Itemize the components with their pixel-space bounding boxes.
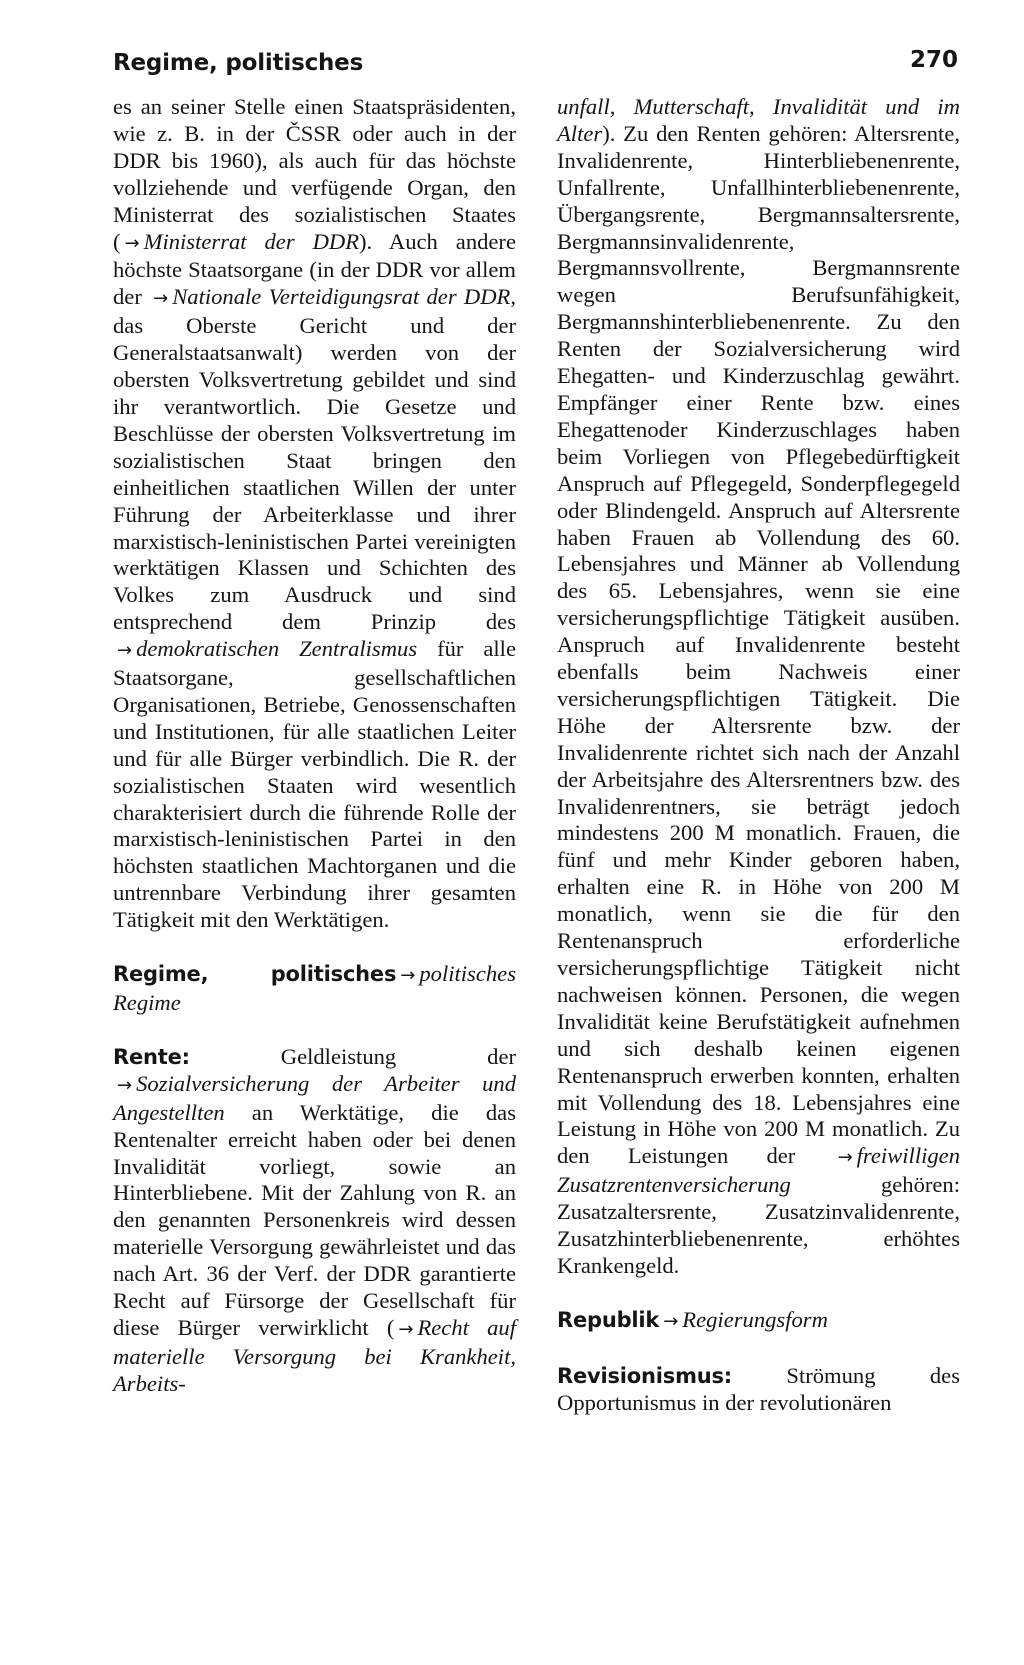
entry-republik	[557, 1307, 960, 1336]
right-column	[557, 94, 960, 1417]
cross-reference-arrow-icon: →	[837, 1147, 853, 1169]
entry-headword: Republik	[557, 1307, 660, 1332]
cross-reference-arrow-icon: →	[117, 640, 133, 662]
cross-reference-arrow-icon: →	[117, 1074, 133, 1096]
cross-reference-arrow-icon: →	[153, 288, 169, 310]
entry-revisionismus	[557, 1363, 960, 1417]
body-text: Geldleistung der	[189, 1043, 516, 1069]
body-text: ). Auch andere höchste Staatsorgane (in der DDR vor allem der	[113, 228, 516, 310]
cross-reference: demokratischen Zentralismus	[136, 636, 418, 662]
cross-reference-arrow-icon: →	[124, 232, 140, 254]
cross-reference: Regierungsform	[682, 1306, 828, 1332]
body-text: an Werktätige, die das Rentenalter erreicht haben oder bei denen Invalidität vorliegt, sowie an Hinterbliebene. Mit der Zahlung von R. an den genannten Personenkreis wird dessen materielle Versorgung gewährleistet und das nach Art. 36 der Verf. der DDR garantierte Recht auf Fürsorge der Gesellschaft für diese Bürger verwirklicht (	[113, 1099, 516, 1340]
cross-reference: Ministerrat der DDR	[143, 228, 360, 254]
cross-reference: unfall, Mutterschaft, Invalidität und im Alter	[557, 94, 960, 146]
page-number: 270	[910, 47, 959, 73]
body-text: , das Oberste Gericht und der Generalstaatsanwalt) werden von der obersten Volksvertretung gebildet und sind ihr verantwortlich. Die Gesetze und Beschlüsse der obersten Volksvertretung im sozialistischen Staat bringen den einheitlichen staatlichen Willen der unter Führung der Arbeiterklasse und ihrer marxistisch-leninistischen Partei vereinigten werktätigen Klassen und Schichten des Volkes zum Ausdruck und sind entsprechend dem Prinzip des	[113, 284, 516, 635]
entry-headword: Revisionismus:	[557, 1363, 733, 1388]
cross-reference-arrow-icon: →	[400, 965, 416, 987]
cross-reference: Nationale Verteidigungsrat der DDR	[172, 284, 511, 310]
cross-reference: freiwilligen Zusatzrentenversicherung	[557, 1143, 960, 1198]
entry-headword: Regime, politisches	[113, 962, 397, 987]
body-text: gehören: Zusatzaltersrente, Zusatzinvalidenrente, Zusatzhinterbliebenenrente, erhöhtes Krankengeld.	[557, 1172, 960, 1278]
cross-reference: politisches Regime	[113, 961, 516, 1015]
entry-rente	[113, 1044, 516, 1398]
body-text: es an seiner Stelle einen Staatspräsidenten, wie z. B. in der ČSSR oder auch in der DDR bis 1960), als auch für das höchste vollziehende und verfügende Organ, den Ministerrat des sozialistischen Staates (	[113, 94, 516, 254]
cross-reference: Recht auf materielle Versorgung bei Krankheit, Arbeits-	[113, 1314, 516, 1396]
cross-reference: Sozialversicherung der Arbeiter und Angestellten	[113, 1070, 516, 1125]
cross-reference-arrow-icon: →	[663, 1310, 679, 1332]
entry-headword: Rente:	[113, 1044, 190, 1069]
cross-reference-arrow-icon: →	[398, 1318, 414, 1340]
entry-regime-politisches	[113, 961, 516, 1017]
left-column	[113, 94, 516, 1398]
entry-rente-continued	[557, 94, 960, 1280]
continued-paragraph	[113, 94, 516, 934]
running-header-title: Regime, politisches	[113, 50, 364, 76]
body-text: Strömung des Opportunismus in der revolutionären	[557, 1362, 960, 1415]
body-text: ). Zu den Renten gehören: Altersrente, Invalidenrente, Hinterbliebenenrente, Unfallrente, Unfallhinterbliebenenrente, Übergangsrente, Bergmannsaltersrente, Bergmannsinvalidenrente, Bergmannsvollrente, Bergmannsrente wegen Berufsunfähigkeit, Bergmannshinterbliebenenrente. Zu den Renten der Sozialversicherung wird Ehegatten- und Kinderzuschlag gewährt. Empfänger einer Rente bzw. eines Ehegattenoder Kinderzuschlages haben beim Vorliegen von Pflegebedürftigkeit Anspruch auf Pflegegeld, Sonderpflegegeld oder Blindengeld. Anspruch auf Altersrente haben Frauen ab Vollendung des 60. Lebensjahres und Männer ab Vollendung des 65. Lebensjahres, wenn sie eine versicherungspflichtige Tätigkeit ausüben. Anspruch auf Invalidenrente besteht ebenfalls beim Nachweis einer versicherungspflichtigen Tätigkeit. Die Höhe der Altersrente bzw. der Invalidenrente richtet sich nach der Anzahl der Arbeitsjahre des Altersrentners bzw. des Invalidenrentners, sie beträgt jedoch mindestens 200 M monatlich. Frauen, die fünf und mehr Kinder geboren haben, erhalten eine R. in Höhe von 200 M monatlich, wenn sie die für den Rentenanspruch erforderliche versicherungspflichtige Tätigkeit nicht nachweisen können. Personen, die wegen Invalidität keine Berufstätigkeit aufnehmen und sich deshalb keinen eigenen Rentenanspruch erwerben konnten, erhalten mit Vollendung des 18. Lebensjahres eine Leistung in Höhe von 200 M monatlich. Zu den Leistungen der	[557, 120, 960, 1169]
body-text: für alle Staatsorgane, gesellschaftlichen Organisationen, Betriebe, Genossenschaften und Institutionen, für alle staatlichen Leiter und für alle Bürger verbindlich. Die R. der sozialistischen Staaten wird wesentlich charakterisiert durch die führende Rolle der marxistisch-leninistischen Partei in den höchsten staatlichen Machtorganen und die untrennbare Verbindung ihrer gesamten Tätigkeit mit den Werktätigen.	[113, 636, 516, 933]
